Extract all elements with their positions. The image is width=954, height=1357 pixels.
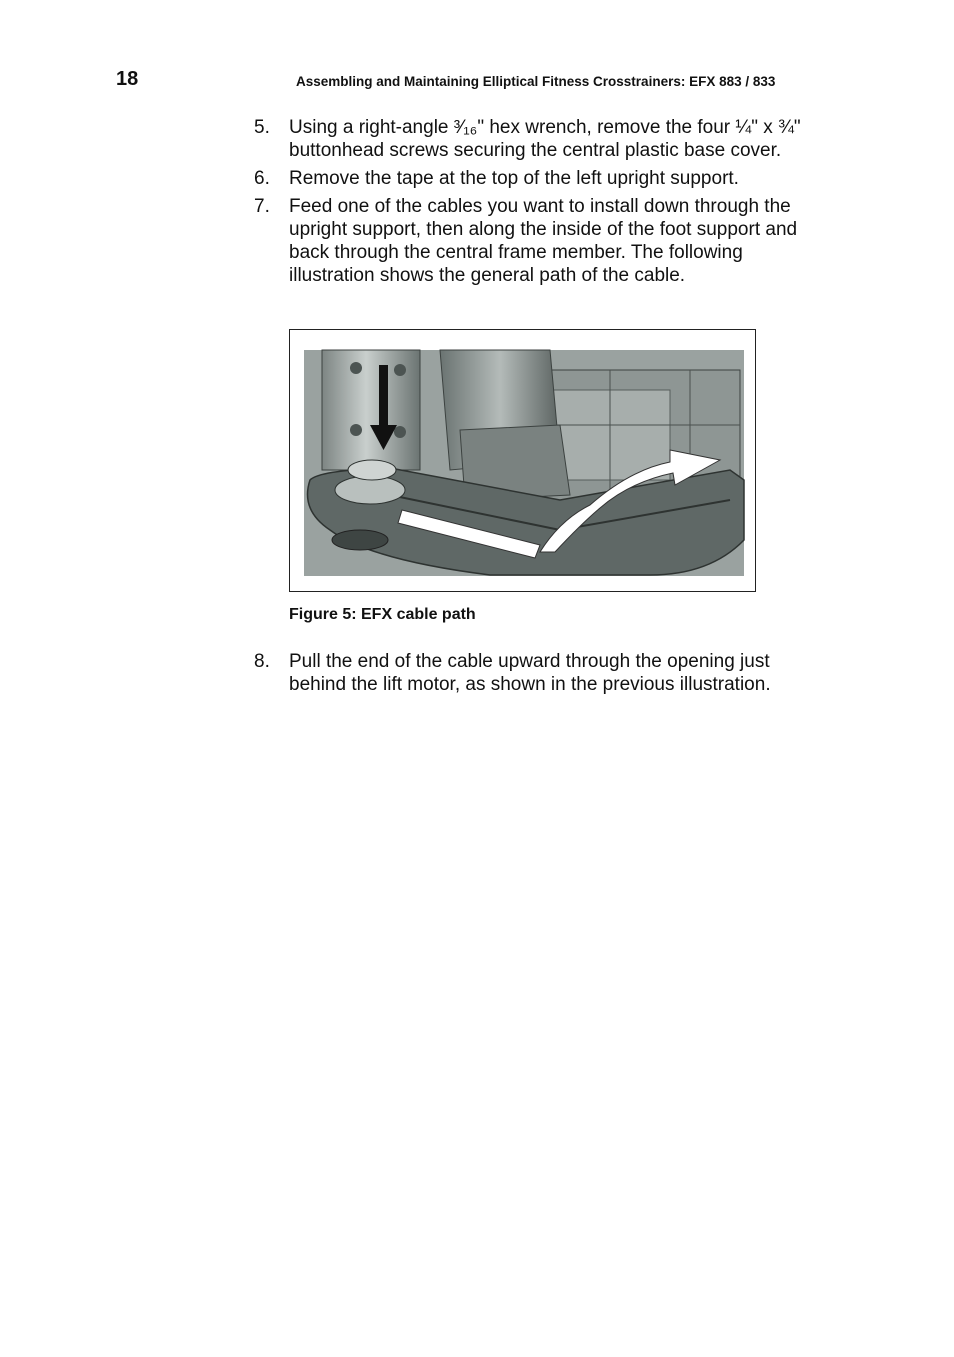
- figure-caption: Figure 5: EFX cable path: [289, 606, 476, 623]
- step-number: 5.: [254, 117, 270, 138]
- step-list: [254, 116, 802, 292]
- page-number: 18: [116, 68, 139, 90]
- step-number: 8.: [254, 651, 270, 672]
- step-number: 6.: [254, 168, 270, 189]
- cable-path-figure: [289, 329, 756, 592]
- step-text: Using a right-angle ³⁄₁₆" hex wrench, remove the four ¼" x ¾" buttonhead screws securing the central plastic base cover.: [289, 117, 801, 161]
- step-item: [254, 167, 802, 190]
- step-item: [254, 116, 802, 162]
- step-item: [254, 650, 802, 696]
- step-item: [254, 195, 802, 287]
- cable-path-illustration: [290, 330, 755, 591]
- cable-down-arrow: [379, 365, 388, 430]
- step-number: 7.: [254, 196, 270, 217]
- step-text: Feed one of the cables you want to install down through the upright support, then along the inside of the foot support and back through the central frame member. The following illustration shows the general path of the cable.: [289, 196, 798, 286]
- running-header: Assembling and Maintaining Elliptical Fitness Crosstrainers: EFX 883 / 833: [296, 74, 776, 89]
- step-text: Remove the tape at the top of the left upright support.: [289, 168, 739, 189]
- step-list-continued: [254, 650, 802, 701]
- step-text: Pull the end of the cable upward through the opening just behind the lift motor, as shown in the previous illustration.: [289, 651, 771, 695]
